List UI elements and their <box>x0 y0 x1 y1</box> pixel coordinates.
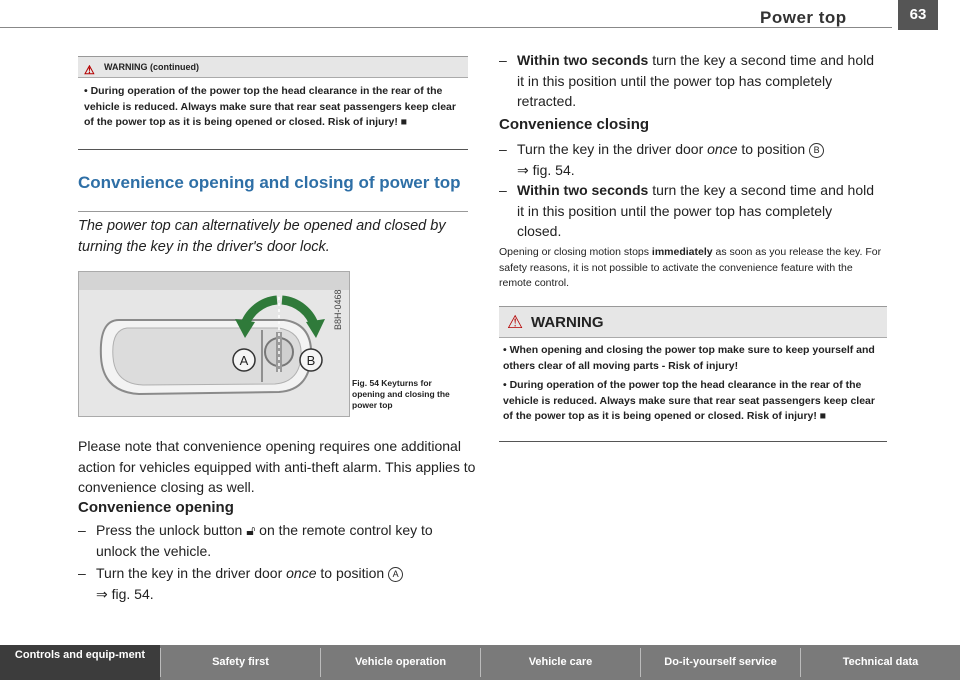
nav-tab-controls[interactable]: Controls and equip-ment <box>0 645 160 680</box>
step-emphasis: Within two seconds <box>517 182 649 198</box>
convenience-closing-heading: Convenience closing <box>499 116 650 133</box>
list-item: – Press the unlock button 🔓︎ on the remote control key to unlock the vehicle. <box>78 522 433 559</box>
warning-triangle-icon: ⚠ <box>507 312 524 332</box>
warning-triangle-icon: ⚠ <box>84 63 95 77</box>
step-text: Turn the key in the driver door <box>517 141 704 157</box>
warning-continued-header <box>78 57 468 78</box>
page-header-title: Power top <box>760 8 847 27</box>
position-b-marker: B <box>809 143 824 158</box>
step-text: it in this position until the power top has completely <box>517 72 833 89</box>
note-text: as soon as you release the key. For safety reasons, it is not possible to activate the convenience feature with the remote control. <box>499 246 882 289</box>
step-text: on the remote control key to <box>259 522 433 538</box>
list-item: – Within two seconds turn the key a second time and hold it in this position until the power top has completely closed. <box>499 182 875 239</box>
figure-code <box>333 289 343 330</box>
warning-item: • When opening and closing the power top make sure to keep yourself and others clear of all moving parts - Risk of injury! <box>503 344 875 372</box>
door-handle-illustration <box>79 272 349 416</box>
warning-continued-box <box>78 56 468 150</box>
section-intro: The power top can alternatively be opened and closed by turning the key in the driver's door lock. <box>78 218 446 255</box>
section-title: Convenience opening and closing of power top <box>78 173 461 192</box>
step-text: to position <box>320 565 385 581</box>
warning-box <box>499 306 887 442</box>
header-rule <box>0 27 892 28</box>
page-number: 63 <box>898 0 938 30</box>
motion-stop-note <box>499 245 887 292</box>
figure-label-a: A <box>239 353 249 368</box>
warning-item: • During operation of the power top the head clearance in the rear of the vehicle is reduced. Always make sure that rear seat passengers keep clear of the power top as it is being opened or closed. Risk of injury! ■ <box>503 379 875 422</box>
nav-tab-vehicle-care[interactable]: Vehicle care <box>528 656 593 668</box>
position-a-marker: A <box>388 567 403 582</box>
nav-tab-technical-data[interactable]: Technical data <box>842 656 919 668</box>
list-item: – Turn the key in the driver door once to position A ⇒ fig. 54. <box>78 563 478 605</box>
unlock-button-icon: 🔓︎ <box>246 522 256 538</box>
step-text: it in this position until the power top has completely <box>517 202 833 219</box>
step-emphasis: Within two seconds <box>517 52 649 68</box>
step-text: to position <box>741 141 806 157</box>
warning-header <box>499 307 887 338</box>
note-emphasis: immediately <box>651 246 713 258</box>
step-text: turn the key a second time and hold <box>652 182 875 198</box>
figure-caption: Fig. 54 Keyturns for opening and closing the power top <box>352 378 450 410</box>
step-emphasis: once <box>707 141 738 157</box>
convenience-note-paragraph: Please note that convenience opening requires one additional action for vehicles equipped with anti-theft alarm. This applies to convenience closing as well. <box>78 438 476 495</box>
list-item: – Turn the key in the driver door once to position B ⇒ fig. 54. <box>499 139 894 181</box>
note-text: Opening or closing motion stops <box>499 246 649 258</box>
step-text: turn the key a second time and hold <box>652 52 875 68</box>
step-text: retracted. <box>517 93 577 109</box>
list-item: – Within two seconds turn the key a second time and hold it in this position until the power top has completely retracted. <box>499 52 875 109</box>
step-text: unlock the vehicle. <box>96 542 212 559</box>
step-text: Press the unlock button <box>96 522 243 538</box>
convenience-opening-heading: Convenience opening <box>78 499 234 516</box>
step-text: closed. <box>517 223 562 239</box>
figure-door-handle <box>78 271 350 417</box>
section-rule <box>78 211 468 212</box>
nav-tab-diy-service[interactable]: Do-it-yourself service <box>664 656 777 668</box>
figure-reference: ⇒ fig. 54. <box>517 161 575 178</box>
figure-code-text: B8H-0468 <box>333 289 343 330</box>
nav-tab-safety[interactable]: Safety first <box>212 656 269 668</box>
step-text: Turn the key in the driver door <box>96 565 283 581</box>
warning-continued-text: • During operation of the power top the head clearance in the rear of the vehicle is reduced. Always make sure that rear seat passengers keep clear of the power top as it is being opened or closed. Risk of injury! ■ <box>84 85 456 128</box>
step-emphasis: once <box>286 565 317 581</box>
figure-reference: ⇒ fig. 54. <box>96 585 154 602</box>
warning-title: WARNING <box>531 314 604 331</box>
figure-label-b: B <box>306 353 316 368</box>
warning-continued-title: WARNING (continued) <box>104 62 199 72</box>
nav-tab-vehicle-operation[interactable]: Vehicle operation <box>354 656 447 668</box>
